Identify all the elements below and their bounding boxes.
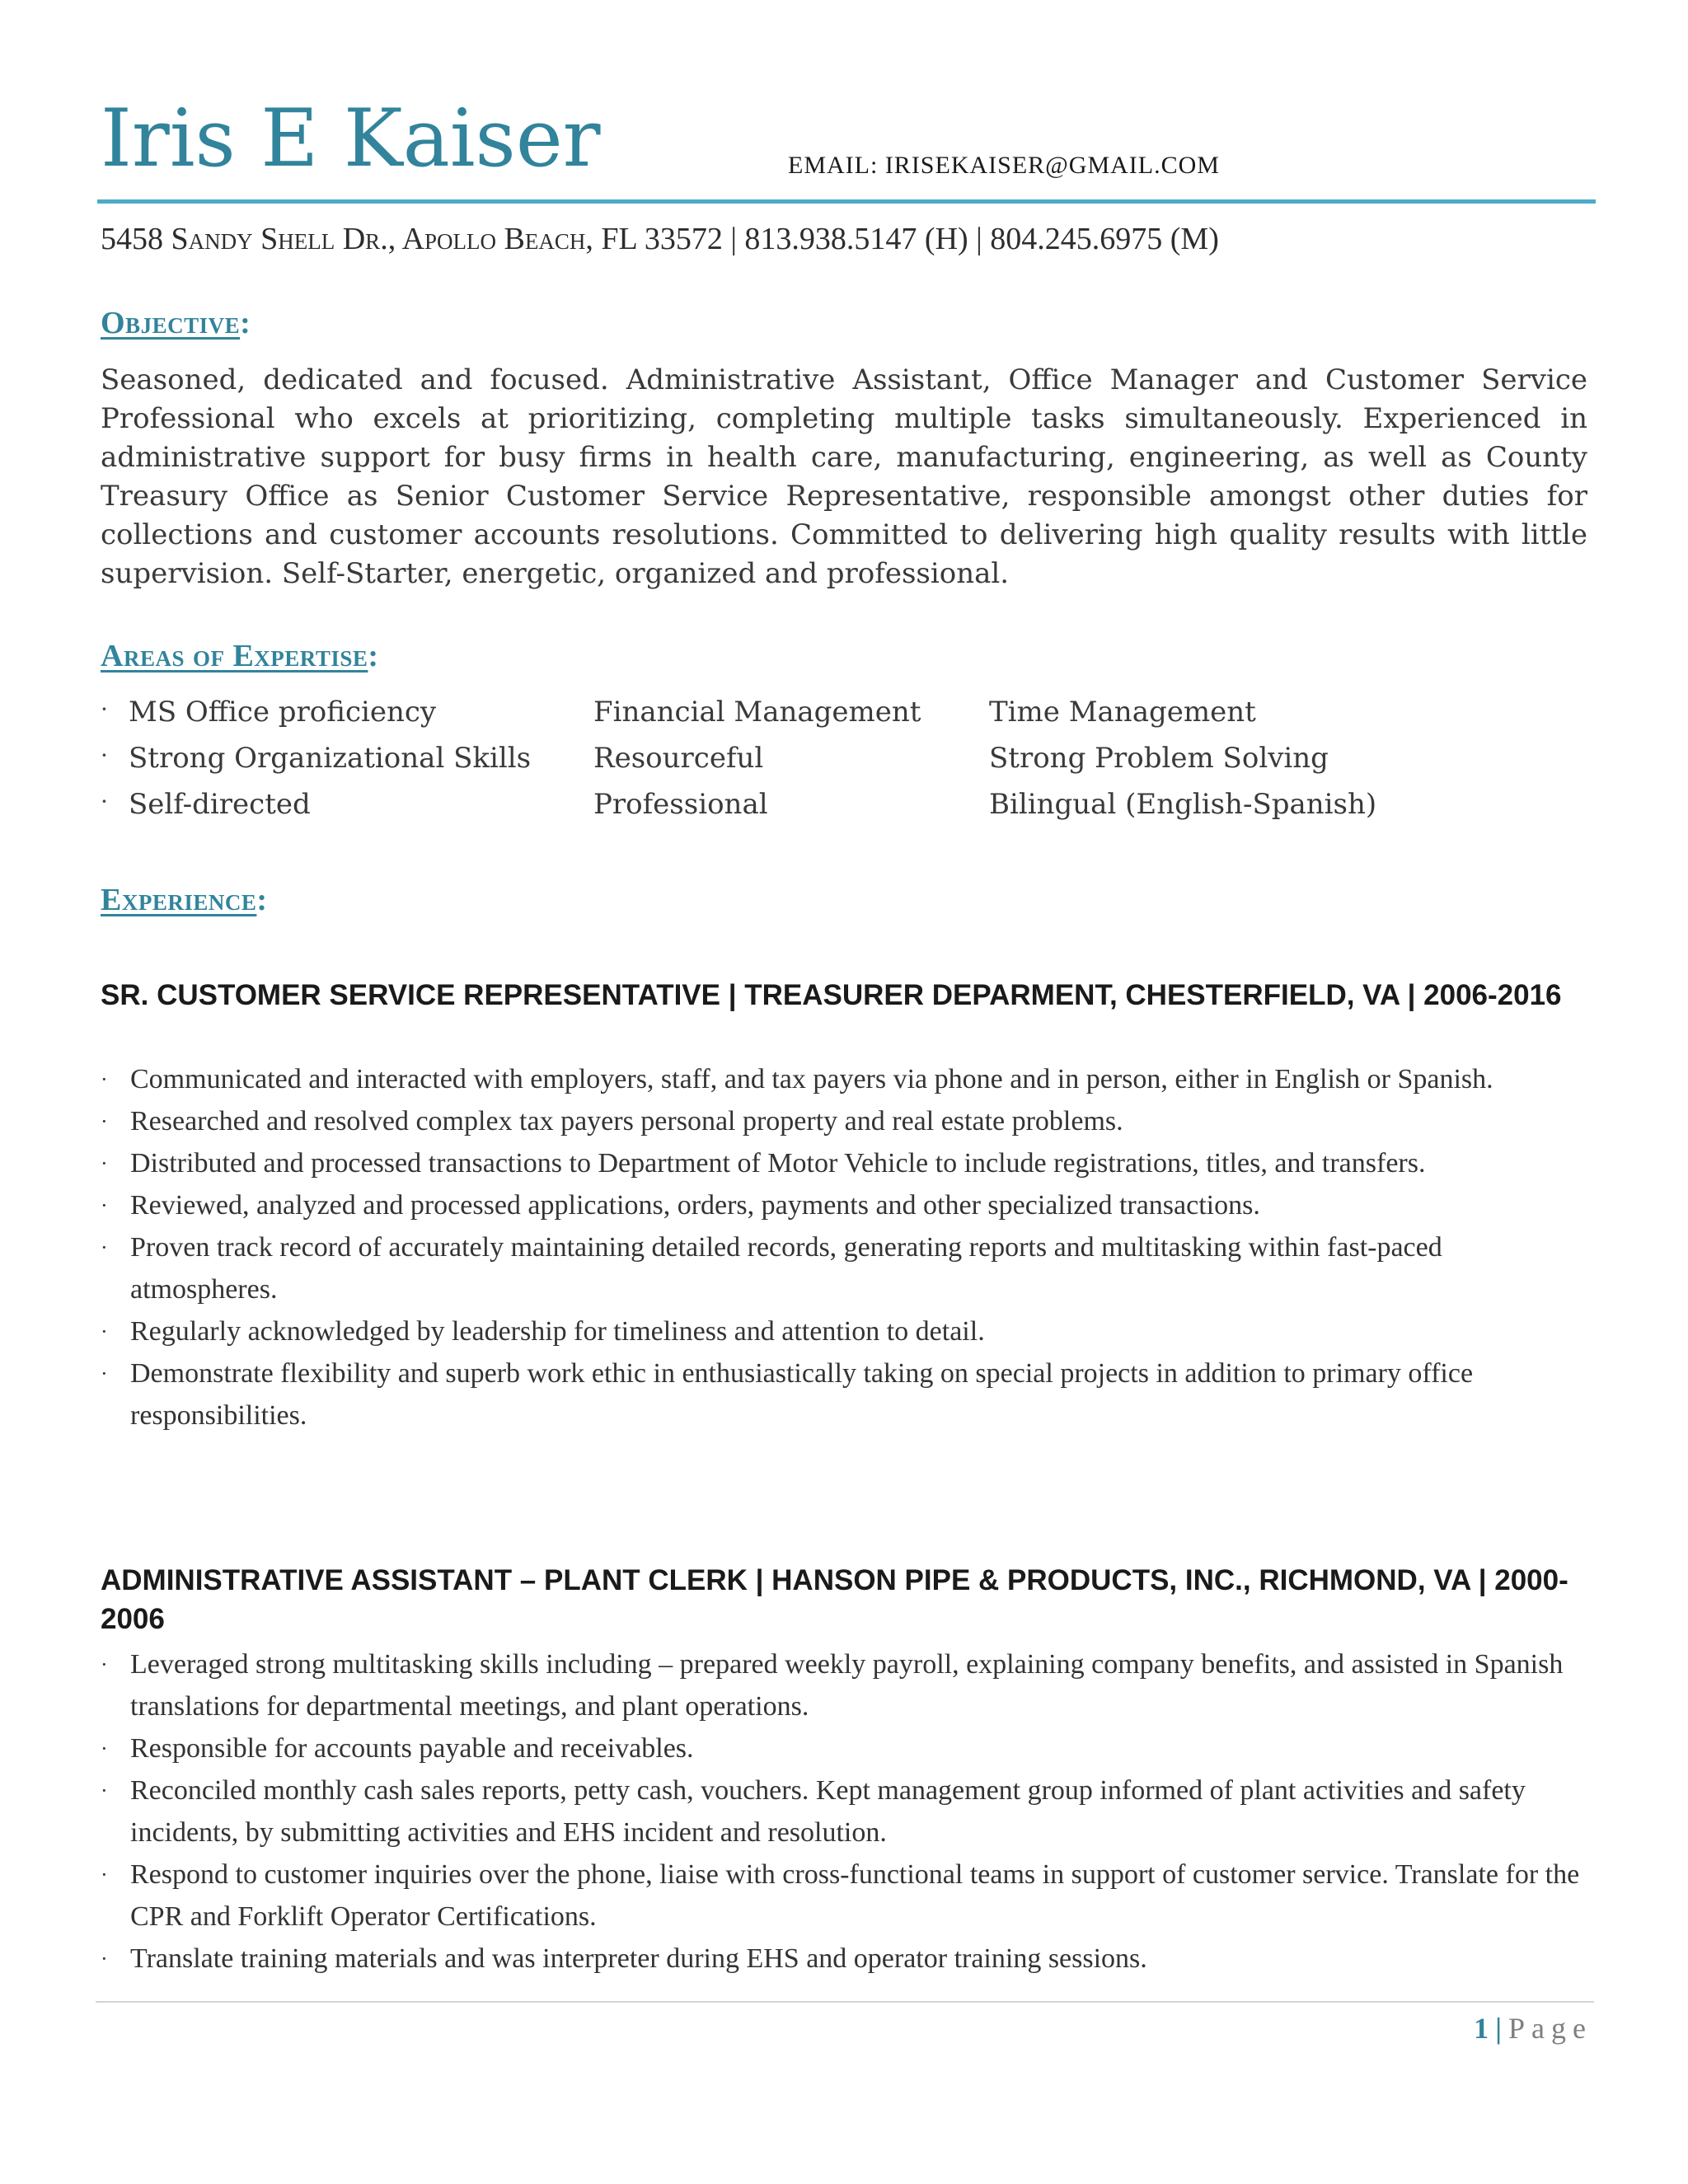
job-bullet-text: Proven track record of accurately maintaining detailed records, generating reports and multitasking within fast-paced atmospheres. — [130, 1232, 1442, 1305]
job-bullet-text: Reconciled monthly cash sales reports, petty cash, vouchers. Kept management group informed of plant activities and safety incidents, by submitting activities and EHS incident and resolution. — [130, 1775, 1526, 1848]
job-bullet-text: Reviewed, analyzed and processed applications, orders, payments and other specialized transactions. — [130, 1190, 1260, 1221]
job-bullet-text: Demonstrate flexibility and superb work ethic in enthusiastically taking on special projects in addition to primary office responsibilities. — [130, 1358, 1474, 1431]
bullet-icon: · — [101, 1193, 108, 1217]
bullet-icon: · — [101, 1947, 108, 1971]
bullet-icon: · — [101, 1235, 108, 1259]
job-bullet-text: Communicated and interacted with employers, staff, and tax payers via phone and in person, either in English or Spanish. — [130, 1064, 1493, 1094]
resume-header — [101, 0, 1592, 204]
candidate-email: EMAIL: IRISEKAISER@GMAIL.COM — [788, 152, 1220, 179]
expertise-item: Professional — [593, 788, 768, 821]
job-bullet — [101, 1352, 1592, 1436]
bullet-icon: · — [101, 788, 108, 815]
footer-divider — [96, 2001, 1594, 2003]
job-bullet-text: Researched and resolved complex tax payers personal property and real estate problems. — [130, 1106, 1123, 1137]
job-bullet-text: Translate training materials and was interpreter during EHS and operator training sessions. — [130, 1943, 1147, 1974]
bullet-icon: · — [101, 1863, 108, 1886]
job-bullet — [101, 1854, 1592, 1938]
job-bullet-list — [101, 1643, 1592, 1980]
expertise-grid — [101, 696, 1592, 834]
bullet-icon: · — [101, 1779, 108, 1802]
bullet-icon: · — [101, 1736, 108, 1760]
job-bullet-text: Regularly acknowledged by leadership for timeliness and attention to detail. — [130, 1316, 985, 1347]
page-word: Page — [1508, 2012, 1592, 2045]
job-bullet — [101, 1058, 1592, 1100]
job-bullet — [101, 1310, 1592, 1352]
job-bullet — [101, 1226, 1592, 1310]
job-title: SR. CUSTOMER SERVICE REPRESENTATIVE | TREASURER DEPARMENT, CHESTERFIELD, VA | 2006-2016 — [101, 979, 1562, 1011]
bullet-icon: · — [101, 1151, 108, 1175]
page-number — [1474, 2011, 1592, 2046]
bullet-icon: · — [101, 696, 108, 723]
page-number-value: 1 — [1474, 2012, 1489, 2045]
expertise-row — [101, 788, 1592, 834]
bullet-icon: · — [101, 1319, 108, 1343]
expertise-item: Resourceful — [593, 742, 764, 775]
job-bullet — [101, 1184, 1592, 1226]
experience-heading — [101, 882, 268, 918]
job-bullet-text: Respond to customer inquiries over the phone, liaise with cross-functional teams in support of customer service. Translate for the CPR and Forklift Operator Certifications. — [130, 1859, 1580, 1932]
job-bullet-text: Distributed and processed transactions to Department of Motor Vehicle to include registrations, titles, and transfers. — [130, 1148, 1426, 1179]
expertise-heading — [101, 638, 379, 674]
objective-heading — [101, 305, 251, 341]
objective-heading-text: Objective — [101, 306, 241, 340]
contact-line — [101, 221, 1219, 257]
candidate-name: Iris E Kaiser — [101, 92, 601, 185]
job-bullet — [101, 1100, 1592, 1142]
job-bullet-text: Leveraged strong multitasking skills including – prepared weekly payroll, explaining company benefits, and assisted in Spanish translations for departmental meetings, and plant operations. — [130, 1649, 1564, 1722]
job-bullet — [101, 1769, 1592, 1854]
job-bullet-list — [101, 1058, 1592, 1436]
expertise-item: Strong Problem Solving — [989, 742, 1329, 775]
experience-heading-text: Experience — [101, 883, 257, 917]
expertise-row — [101, 696, 1592, 742]
job-bullet — [101, 1142, 1592, 1184]
bullet-icon: · — [101, 1361, 108, 1385]
job-bullet — [101, 1643, 1592, 1727]
expertise-item: Financial Management — [593, 696, 921, 729]
bullet-icon: · — [101, 1067, 108, 1091]
job-bullet — [101, 1938, 1592, 1980]
expertise-heading-colon: : — [368, 639, 379, 673]
bullet-icon: · — [101, 1109, 108, 1133]
expertise-item: MS Office proficiency — [129, 696, 437, 729]
header-divider — [97, 199, 1596, 204]
address-text: 5458 Sandy Shell Dr., Apollo Beach, FL 33572 | 813.938.5147 (H) | 804.245.6975 (M) — [101, 222, 1219, 256]
objective-text: Seasoned, dedicated and focused. Administrative Assistant, Office Manager and Customer Service Professional who excels at prioritizing, completing multiple tasks simultaneously. Experienced in administrative support for busy firms in health care, manufacturing, engineering, as well as County Treasury Office as Senior Customer Service Representative, responsible amongst other duties for collections and customer accounts resolutions. Committed to delivering high quality results with little supervision. Self-Starter, energetic, organized and professional. — [101, 363, 1587, 590]
bullet-icon: · — [101, 742, 108, 769]
page-number-separator: | — [1495, 2012, 1503, 2045]
job-bullet-text: Responsible for accounts payable and receivables. — [130, 1733, 694, 1764]
expertise-heading-text: Areas of Expertise — [101, 639, 368, 673]
job-bullet — [101, 1727, 1592, 1769]
expertise-item: Self-directed — [129, 788, 311, 821]
expertise-item: Time Management — [989, 696, 1256, 729]
objective-heading-colon: : — [240, 306, 251, 340]
job-title: ADMINISTRATIVE ASSISTANT – PLANT CLERK | HANSON PIPE & PRODUCTS, INC., RICHMOND, VA | 2000-2006 — [101, 1564, 1568, 1635]
experience-heading-colon: : — [256, 883, 268, 917]
resume-content — [101, 0, 1592, 2045]
expertise-item: Bilingual (English-Spanish) — [989, 788, 1377, 821]
expertise-row — [101, 742, 1592, 788]
bullet-icon: · — [101, 1652, 108, 1676]
expertise-item: Strong Organizational Skills — [129, 742, 532, 775]
